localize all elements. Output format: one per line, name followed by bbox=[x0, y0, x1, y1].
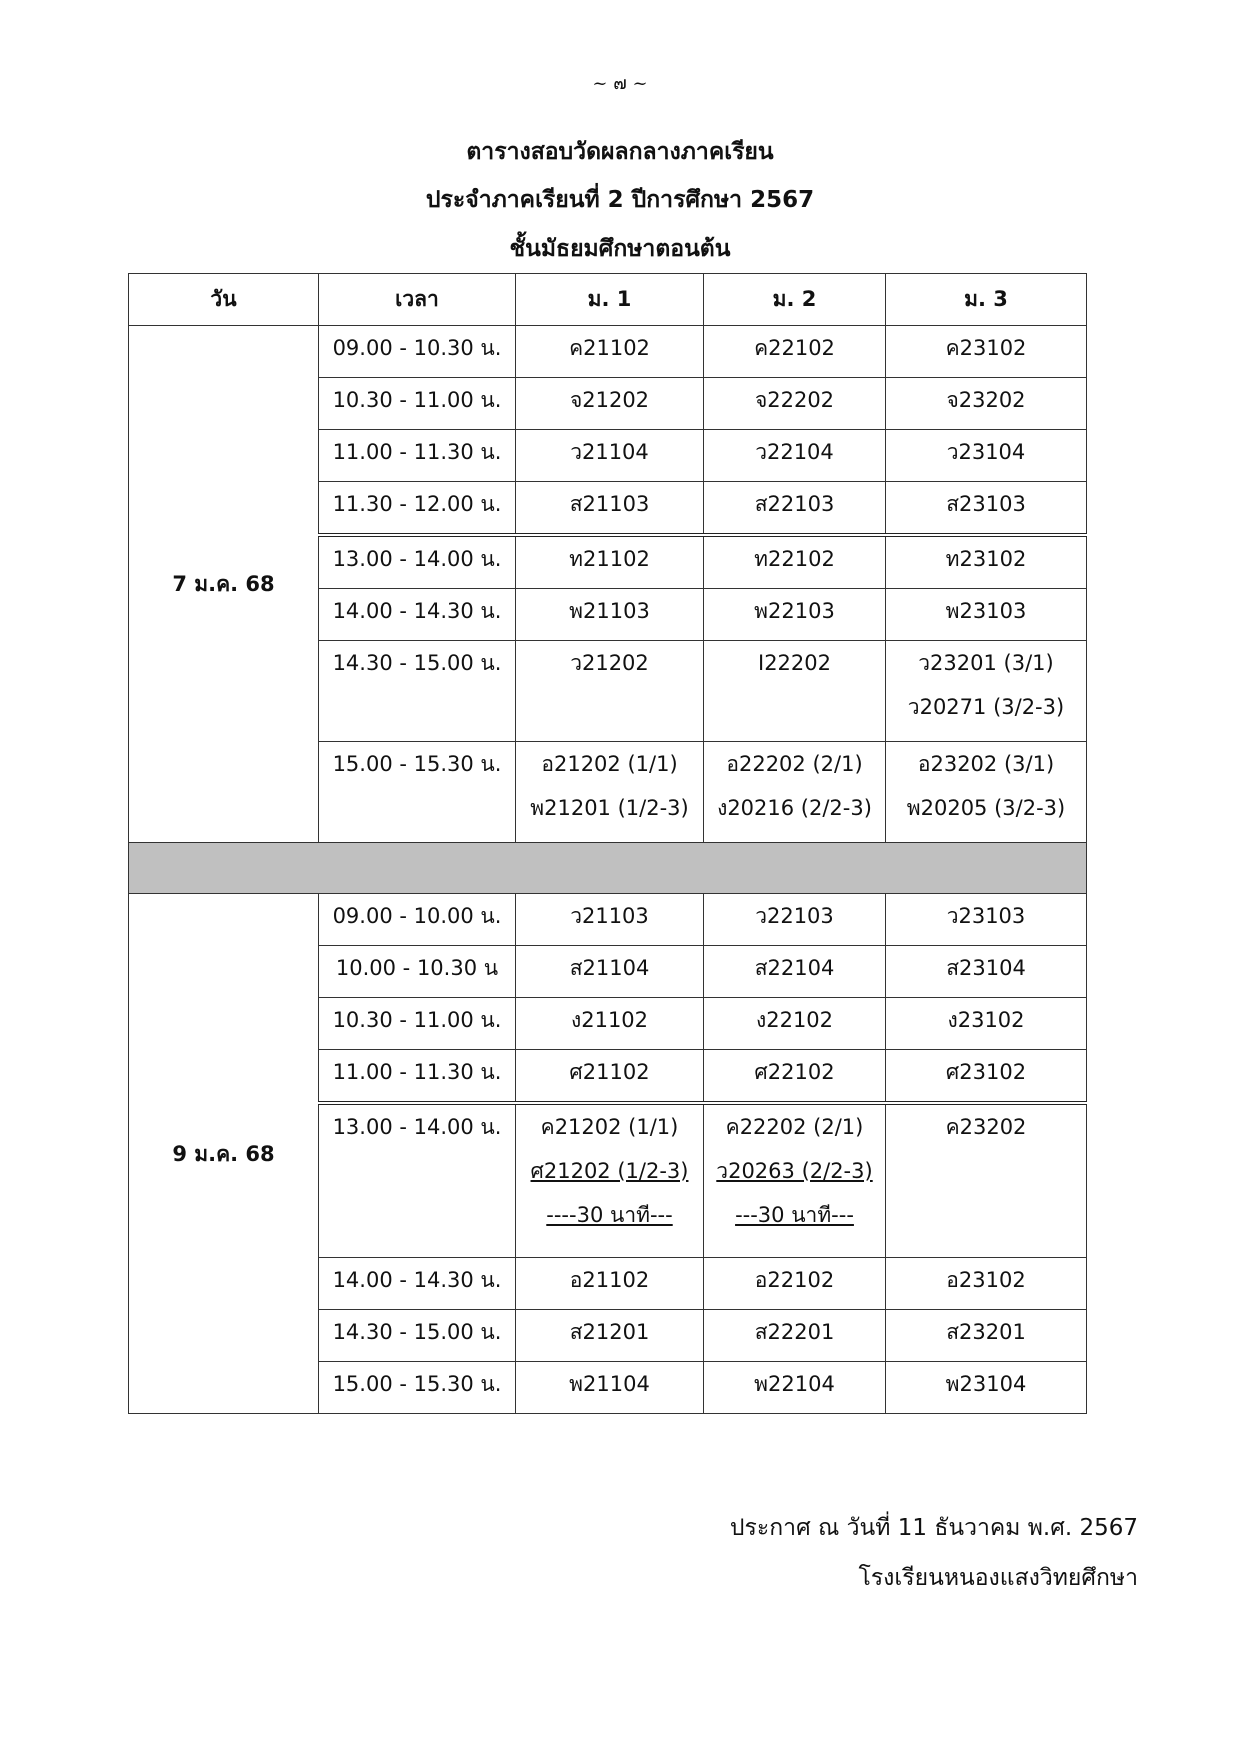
subject-cell-m2 bbox=[704, 1362, 886, 1414]
course-code: พ23103 bbox=[945, 599, 1027, 623]
subject-cell-m2 bbox=[704, 535, 886, 589]
time-slot: 14.30 - 15.00 น. bbox=[319, 641, 516, 742]
time-slot: 15.00 - 15.30 น. bbox=[319, 742, 516, 843]
course-code: อ23202 (3/1) bbox=[917, 752, 1055, 776]
course-code: ส23104 bbox=[946, 956, 1026, 980]
subject-cell-m3 bbox=[886, 1258, 1087, 1310]
subject-cell-m3 bbox=[886, 894, 1087, 946]
time-slot: 11.30 - 12.00 น. bbox=[319, 482, 516, 536]
subject-cell-m3 bbox=[886, 946, 1087, 998]
subject-cell-m3 bbox=[886, 378, 1087, 430]
header-m3: ม. 3 bbox=[886, 274, 1087, 326]
course-code: ค21202 (1/1) bbox=[540, 1115, 679, 1139]
title-line-3: ชั้นมัธยมศึกษาตอนต้น bbox=[509, 236, 731, 262]
course-code: ค22102 bbox=[754, 336, 835, 360]
subject-cell-m1 bbox=[516, 894, 704, 946]
time-slot: 15.00 - 15.30 น. bbox=[319, 1362, 516, 1414]
subject-cell-m1 bbox=[516, 641, 704, 742]
course-code: ว23103 bbox=[946, 904, 1026, 928]
subject-cell-m3 bbox=[886, 1050, 1087, 1104]
course-code: ท21102 bbox=[569, 547, 650, 571]
subject-cell-m1 bbox=[516, 1258, 704, 1310]
subject-cell-m1 bbox=[516, 1050, 704, 1104]
course-code: ส21103 bbox=[569, 492, 650, 516]
course-code: ว21103 bbox=[570, 904, 649, 928]
exam-day: 7 ม.ค. 68 bbox=[129, 326, 319, 843]
course-code: ค23202 bbox=[945, 1115, 1027, 1139]
subject-cell-m1 bbox=[516, 1103, 704, 1258]
course-code: ว21202 bbox=[570, 651, 649, 675]
course-code: ว20263 (2/2-3) bbox=[716, 1159, 873, 1183]
subject-cell-m2 bbox=[704, 326, 886, 378]
course-code: ง21102 bbox=[570, 1008, 649, 1032]
course-code: พ21201 (1/2-3) bbox=[530, 796, 689, 820]
time-slot: 14.30 - 15.00 น. bbox=[319, 1310, 516, 1362]
course-code: ค22202 (2/1) bbox=[725, 1115, 864, 1139]
subject-cell-m1 bbox=[516, 535, 704, 589]
subject-cell-m3 bbox=[886, 998, 1087, 1050]
course-code: I22202 bbox=[758, 651, 831, 675]
subject-cell-m1 bbox=[516, 998, 704, 1050]
course-code: ท23102 bbox=[945, 547, 1027, 571]
course-code: ส23201 bbox=[946, 1320, 1026, 1344]
course-code: พ22103 bbox=[754, 599, 835, 623]
time-slot: 14.00 - 14.30 น. bbox=[319, 1258, 516, 1310]
course-code: พ21103 bbox=[569, 599, 650, 623]
subject-cell-m3 bbox=[886, 535, 1087, 589]
course-code: ว20271 (3/2-3) bbox=[907, 695, 1065, 719]
time-slot: 13.00 - 14.00 น. bbox=[319, 1103, 516, 1258]
subject-cell-m1 bbox=[516, 378, 704, 430]
subject-cell-m3 bbox=[886, 1362, 1087, 1414]
separator-row bbox=[129, 843, 1087, 894]
course-code: ส22103 bbox=[754, 492, 835, 516]
subject-cell-m2 bbox=[704, 1310, 886, 1362]
subject-cell-m3 bbox=[886, 742, 1087, 843]
subject-cell-m2 bbox=[704, 946, 886, 998]
course-code: ศ23102 bbox=[945, 1060, 1027, 1084]
course-code: ศ21102 bbox=[569, 1060, 650, 1084]
course-code: ส21104 bbox=[569, 956, 650, 980]
subject-cell-m1 bbox=[516, 482, 704, 536]
course-code: ง20216 (2/2-3) bbox=[717, 796, 872, 820]
course-code: อ21102 bbox=[569, 1268, 650, 1292]
course-code: พ23104 bbox=[945, 1372, 1027, 1396]
school-name: โรงเรียนหนองแสงวิทยศึกษา bbox=[858, 1565, 1138, 1591]
subject-cell-m2 bbox=[704, 430, 886, 482]
course-code: อ23102 bbox=[946, 1268, 1026, 1292]
course-code: อ21202 (1/1) bbox=[541, 752, 678, 776]
time-slot: 09.00 - 10.30 น. bbox=[319, 326, 516, 378]
time-slot: 11.00 - 11.30 น. bbox=[319, 1050, 516, 1104]
separator-cell bbox=[129, 843, 1087, 894]
subject-cell-m1 bbox=[516, 430, 704, 482]
header-m1: ม. 1 bbox=[516, 274, 704, 326]
header-time: เวลา bbox=[319, 274, 516, 326]
course-code: ---30 นาที--- bbox=[735, 1203, 854, 1227]
time-slot: 11.00 - 11.30 น. bbox=[319, 430, 516, 482]
exam-day: 9 ม.ค. 68 bbox=[129, 894, 319, 1414]
header-day: วัน bbox=[129, 274, 319, 326]
subject-cell-m1 bbox=[516, 589, 704, 641]
subject-cell-m2 bbox=[704, 1258, 886, 1310]
time-slot: 09.00 - 10.00 น. bbox=[319, 894, 516, 946]
header-row bbox=[129, 274, 1087, 326]
time-slot: 10.30 - 11.00 น. bbox=[319, 998, 516, 1050]
title-line-2: ประจำภาคเรียนที่ 2 ปีการศึกษา 2567 bbox=[425, 187, 815, 213]
subject-cell-m1 bbox=[516, 742, 704, 843]
course-code: พ21104 bbox=[569, 1372, 650, 1396]
subject-cell-m1 bbox=[516, 1310, 704, 1362]
subject-cell-m2 bbox=[704, 1103, 886, 1258]
course-code: ว22104 bbox=[755, 440, 834, 464]
table-row bbox=[129, 326, 1087, 378]
course-code: ว23104 bbox=[946, 440, 1026, 464]
course-code: จ23202 bbox=[946, 388, 1026, 412]
subject-cell-m3 bbox=[886, 430, 1087, 482]
subject-cell-m2 bbox=[704, 998, 886, 1050]
course-code: ----30 นาที--- bbox=[546, 1203, 673, 1227]
course-code: ส21201 bbox=[569, 1320, 650, 1344]
course-code: ส22201 bbox=[754, 1320, 835, 1344]
course-code: ง23102 bbox=[947, 1008, 1025, 1032]
course-code: ว21104 bbox=[570, 440, 649, 464]
course-code: ส22104 bbox=[754, 956, 835, 980]
subject-cell-m2 bbox=[704, 742, 886, 843]
subject-cell-m3 bbox=[886, 1310, 1087, 1362]
course-code: อ22102 bbox=[754, 1268, 835, 1292]
subject-cell-m2 bbox=[704, 1050, 886, 1104]
course-code: พ20205 (3/2-3) bbox=[906, 796, 1066, 820]
announcement-date: ประกาศ ณ วันที่ 11 ธันวาคม พ.ศ. 2567 bbox=[729, 1515, 1138, 1541]
course-code: ศ22102 bbox=[754, 1060, 835, 1084]
course-code: ค21102 bbox=[569, 336, 650, 360]
subject-cell-m2 bbox=[704, 589, 886, 641]
course-code: จ22202 bbox=[754, 388, 835, 412]
course-code: ท22102 bbox=[754, 547, 835, 571]
table-row bbox=[129, 894, 1087, 946]
subject-cell-m3 bbox=[886, 326, 1087, 378]
course-code: พ22104 bbox=[754, 1372, 835, 1396]
subject-cell-m2 bbox=[704, 482, 886, 536]
exam-schedule-table bbox=[128, 273, 1087, 1414]
subject-cell-m1 bbox=[516, 946, 704, 998]
subject-cell-m1 bbox=[516, 326, 704, 378]
time-slot: 14.00 - 14.30 น. bbox=[319, 589, 516, 641]
subject-cell-m2 bbox=[704, 378, 886, 430]
course-code: ง22102 bbox=[755, 1008, 834, 1032]
course-code: ค23102 bbox=[945, 336, 1027, 360]
header-m2: ม. 2 bbox=[704, 274, 886, 326]
course-code: อ22202 (2/1) bbox=[726, 752, 863, 776]
subject-cell-m2 bbox=[704, 641, 886, 742]
time-slot: 10.00 - 10.30 น bbox=[319, 946, 516, 998]
subject-cell-m3 bbox=[886, 589, 1087, 641]
subject-cell-m3 bbox=[886, 641, 1087, 742]
subject-cell-m2 bbox=[704, 894, 886, 946]
subject-cell-m3 bbox=[886, 1103, 1087, 1258]
course-code: จ21202 bbox=[569, 388, 650, 412]
page-number: ~ ๗ ~ bbox=[592, 73, 648, 94]
subject-cell-m3 bbox=[886, 482, 1087, 536]
title-line-1: ตารางสอบวัดผลกลางภาคเรียน bbox=[466, 139, 774, 165]
course-code: ศ21202 (1/2-3) bbox=[530, 1159, 689, 1183]
course-code: ส23103 bbox=[946, 492, 1026, 516]
subject-cell-m1 bbox=[516, 1362, 704, 1414]
time-slot: 10.30 - 11.00 น. bbox=[319, 378, 516, 430]
time-slot: 13.00 - 14.00 น. bbox=[319, 535, 516, 589]
course-code: ว22103 bbox=[755, 904, 834, 928]
course-code: ว23201 (3/1) bbox=[918, 651, 1054, 675]
